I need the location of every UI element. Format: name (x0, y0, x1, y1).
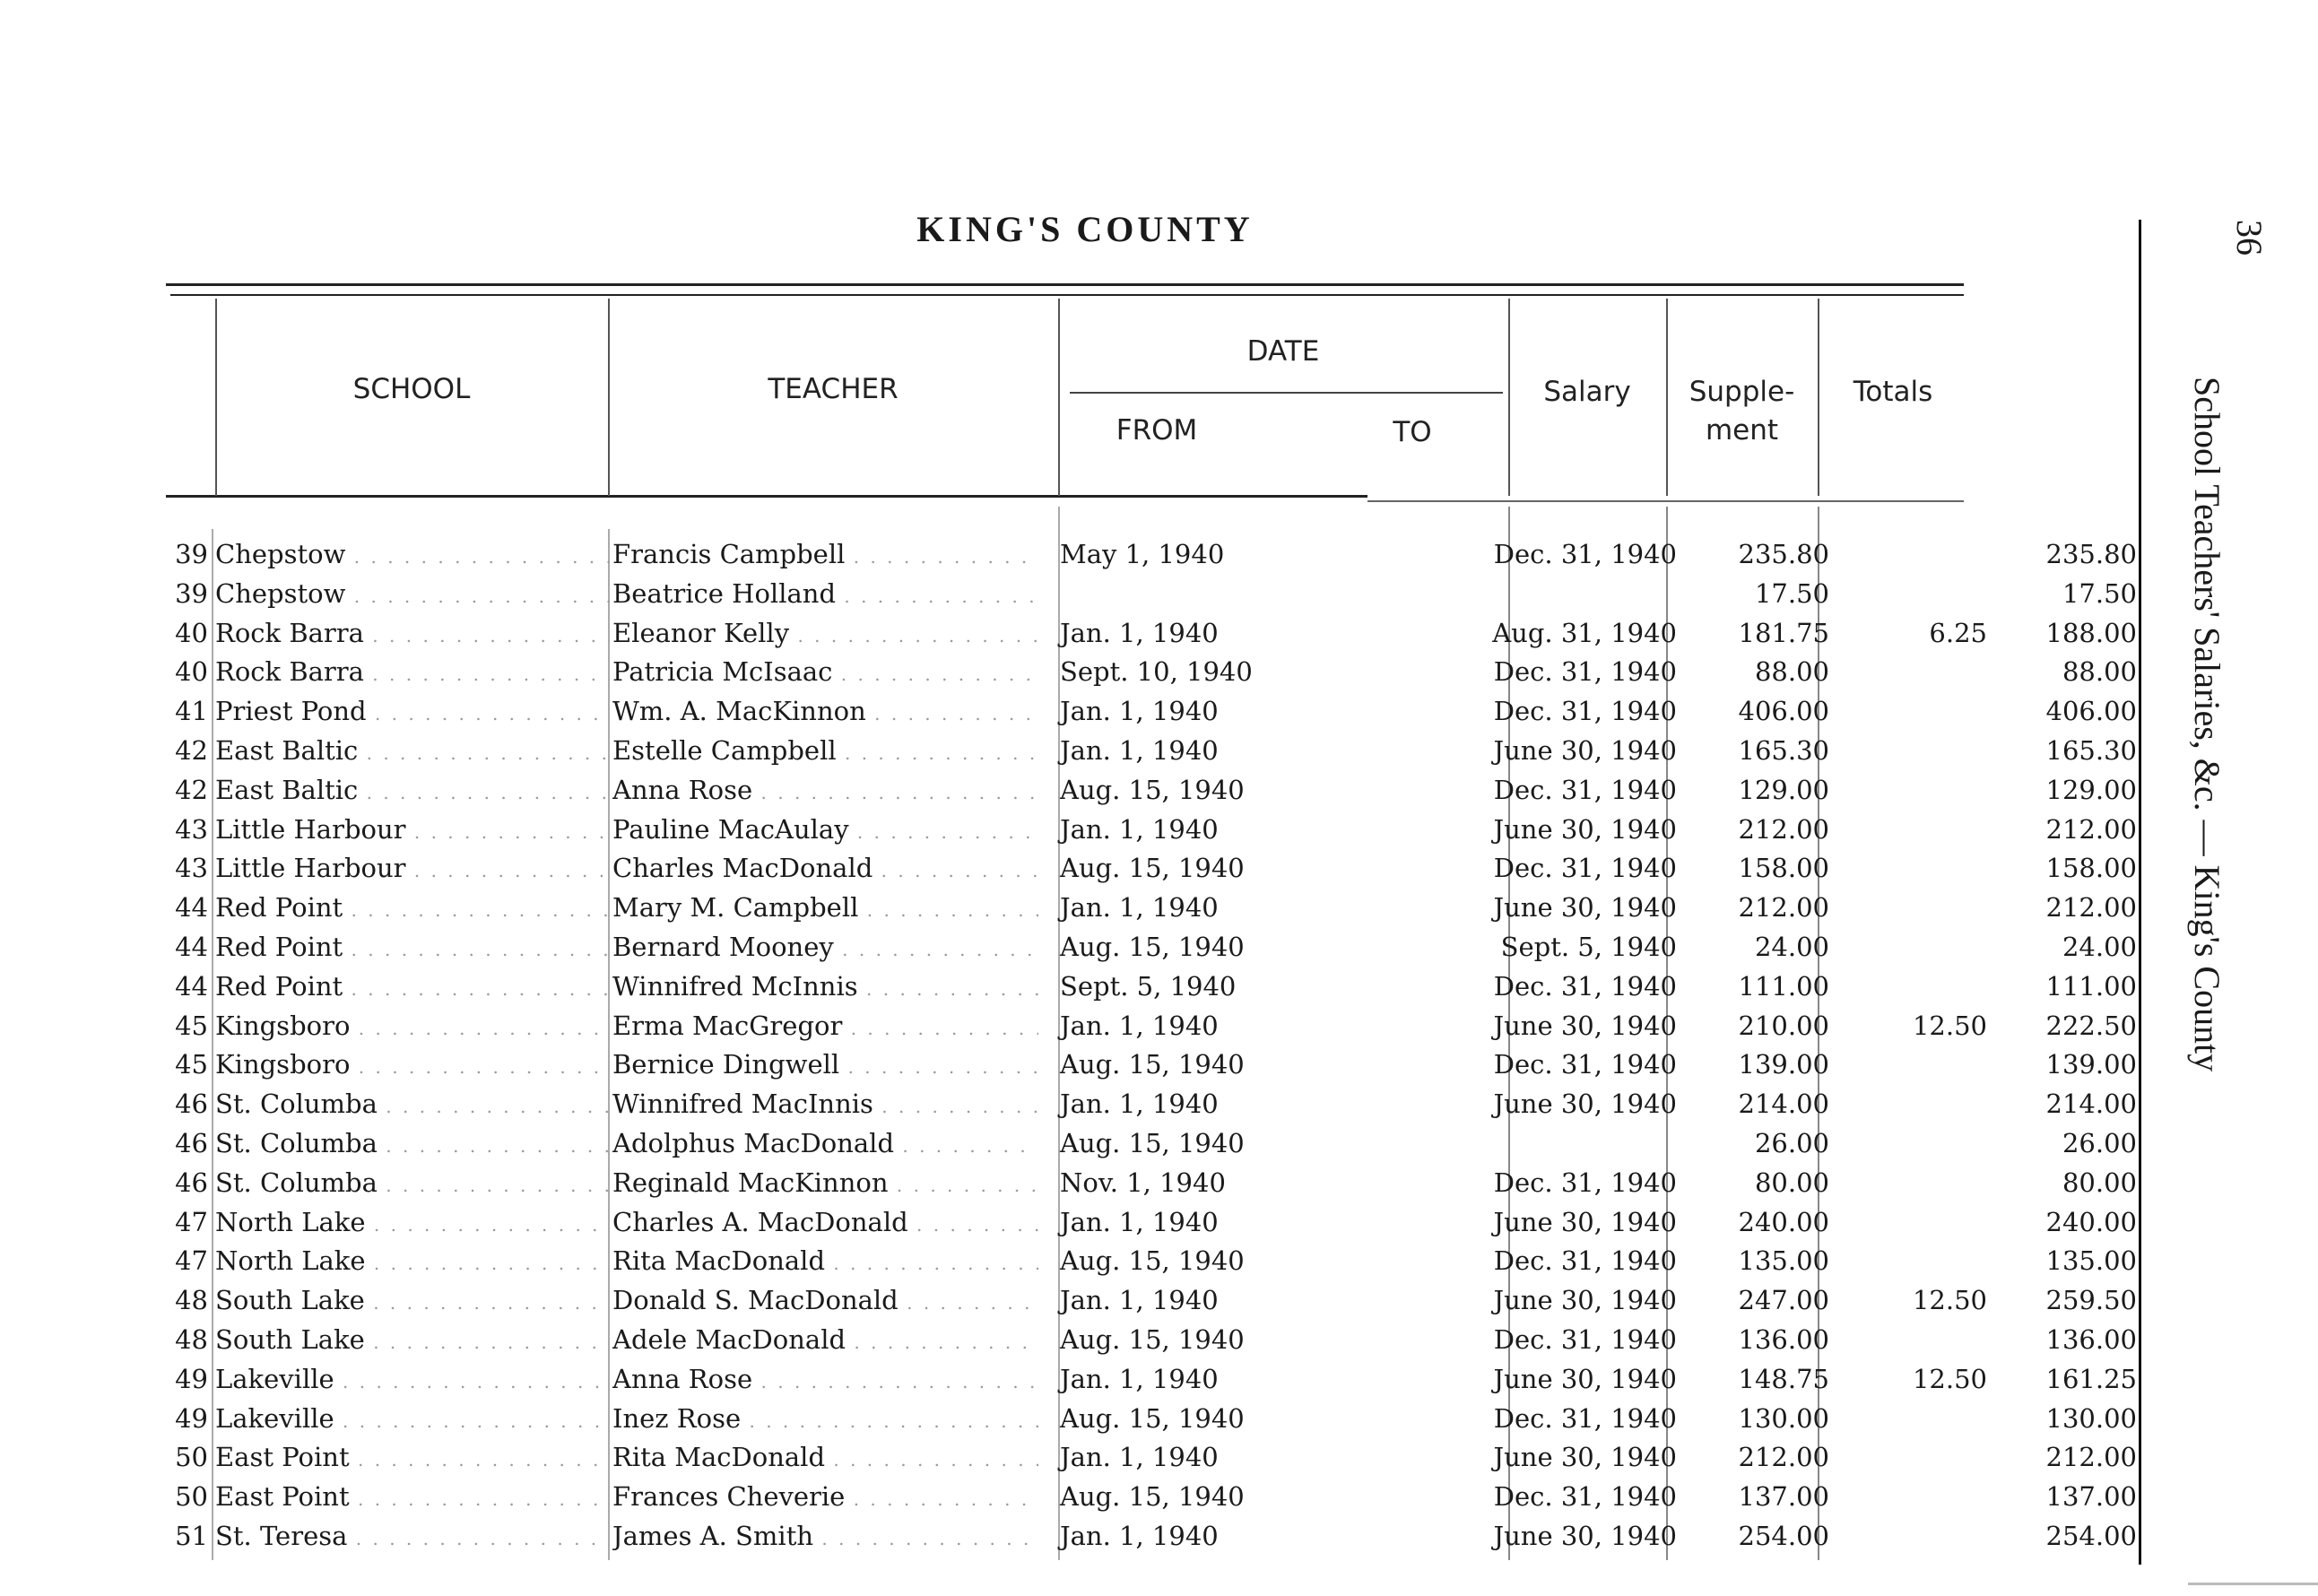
salary-value: 137.00 (1738, 1481, 1829, 1513)
salary-value: 240.00 (1738, 1206, 1829, 1237)
table-row (170, 927, 2137, 967)
table-row (170, 652, 2137, 691)
page-number: 36 (2229, 220, 2270, 256)
date-to: June 30, 1940 (1493, 1206, 1677, 1237)
row-number: 46 (175, 1127, 208, 1158)
row-number: 47 (175, 1206, 208, 1237)
date-to: Dec. 31, 1940 (1493, 1167, 1677, 1198)
date-from: Aug. 15, 1940 (1060, 853, 1245, 884)
salary-value: 88.00 (1754, 656, 1829, 688)
table-row (170, 1006, 2137, 1045)
total-value: 212.00 (2045, 813, 2137, 845)
table-row (170, 691, 2137, 731)
salary-value: 148.75 (1738, 1363, 1829, 1394)
table-body (170, 534, 2137, 1556)
teacher-name: Rita MacDonald . . . (612, 1437, 1038, 1479)
row-number: 40 (175, 656, 208, 688)
header-from: FROM (1116, 414, 1198, 447)
salary-value: 80.00 (1754, 1167, 1829, 1198)
date-from: Jan. 1, 1940 (1060, 617, 1219, 648)
date-to: June 30, 1940 (1493, 1363, 1677, 1394)
row-number: 49 (175, 1402, 208, 1434)
row-number: 46 (175, 1089, 208, 1120)
total-value: 135.00 (2045, 1245, 2137, 1277)
table-row (170, 1045, 2137, 1084)
total-value: 259.50 (2045, 1285, 2137, 1316)
date-from: Jan. 1, 1940 (1060, 813, 1219, 845)
date-to: Dec. 31, 1940 (1493, 970, 1677, 1002)
school-name: Little Harbour . . . (215, 810, 610, 852)
date-from: Jan. 1, 1940 (1060, 1285, 1219, 1316)
table-row (170, 534, 2137, 574)
date-from: Aug. 15, 1940 (1060, 1245, 1245, 1277)
salary-value: 235.80 (1738, 539, 1829, 569)
table-row (170, 1241, 2137, 1280)
teacher-name: Adele MacDonald . . . (612, 1320, 1038, 1362)
salary-value: 135.00 (1738, 1245, 1829, 1277)
date-to: Dec. 31, 1940 (1493, 696, 1677, 727)
school-name: St. Columba . . . (215, 1123, 610, 1166)
date-from: May 1, 1940 (1060, 539, 1225, 569)
teacher-name: Anna Rose . . . (612, 770, 1038, 812)
school-name: Lakeville . . . (215, 1399, 610, 1441)
total-value: 212.00 (2045, 892, 2137, 924)
date-to: Dec. 31, 1940 (1493, 1245, 1677, 1277)
supplement-value: 12.50 (1912, 1363, 1987, 1394)
salary-value: 254.00 (1738, 1520, 1829, 1551)
salary-value: 247.00 (1738, 1285, 1829, 1316)
table-row (170, 888, 2137, 927)
date-from: Sept. 5, 1940 (1060, 970, 1237, 1002)
teacher-name: Pauline MacAulay . . . (612, 810, 1038, 852)
row-number: 50 (175, 1481, 208, 1513)
school-name: Rock Barra . . . (215, 652, 610, 694)
total-value: 136.00 (2045, 1323, 2137, 1355)
date-to: Sept. 5, 1940 (1500, 931, 1677, 962)
supplement-value: 6.25 (1929, 617, 1987, 648)
salary-value: 129.00 (1738, 774, 1829, 805)
school-name: St. Columba . . . (215, 1163, 610, 1205)
table-row (170, 848, 2137, 888)
school-name: Kingsboro . . . (215, 1045, 610, 1087)
date-from: Jan. 1, 1940 (1060, 1206, 1219, 1237)
school-name: South Lake . . . (215, 1280, 610, 1323)
total-value: 129.00 (2045, 774, 2137, 805)
teacher-name: Bernice Dingwell . . . (612, 1045, 1038, 1087)
date-from: Jan. 1, 1940 (1060, 1520, 1219, 1551)
date-from: Aug. 15, 1940 (1060, 1049, 1245, 1080)
salary-value: 26.00 (1754, 1127, 1829, 1158)
row-number: 42 (175, 734, 208, 766)
date-to: Dec. 31, 1940 (1493, 774, 1677, 805)
date-from: Nov. 1, 1940 (1060, 1167, 1226, 1198)
total-value: 214.00 (2045, 1089, 2137, 1120)
date-from: Aug. 15, 1940 (1060, 774, 1245, 805)
total-value: 17.50 (2062, 577, 2137, 609)
date-from: Aug. 15, 1940 (1060, 931, 1245, 962)
teacher-name: Bernard Mooney . . . (612, 927, 1038, 969)
teacher-name: Reginald MacKinnon . . . (612, 1163, 1038, 1205)
salary-value: 210.00 (1738, 1010, 1829, 1041)
date-from: Jan. 1, 1940 (1060, 734, 1219, 766)
school-name: Little Harbour . . . (215, 848, 610, 890)
teacher-name: Rita MacDonald . . . (612, 1241, 1038, 1283)
teacher-name: Inez Rose . . . (612, 1399, 1038, 1441)
school-name: Chepstow . . . (215, 534, 610, 577)
salary-value: 181.75 (1738, 617, 1829, 648)
page-title: KING'S COUNTY (916, 209, 1254, 249)
row-number: 40 (175, 617, 208, 648)
teacher-name: Charles MacDonald . . . (612, 848, 1038, 890)
total-value: 130.00 (2045, 1402, 2137, 1434)
salary-value: 17.50 (1754, 577, 1829, 609)
date-to: Aug. 31, 1940 (1492, 617, 1677, 648)
date-to: Dec. 31, 1940 (1493, 1402, 1677, 1434)
row-number: 49 (175, 1363, 208, 1394)
row-number: 39 (175, 577, 208, 609)
teacher-name: Beatrice Holland . . . (612, 574, 1038, 616)
school-name: East Baltic . . . (215, 770, 610, 812)
row-number: 47 (175, 1245, 208, 1277)
salary-value: 212.00 (1738, 813, 1829, 845)
date-from: Aug. 15, 1940 (1060, 1323, 1245, 1355)
teacher-name: Erma MacGregor . . . (612, 1006, 1038, 1048)
school-name: East Point . . . (215, 1437, 610, 1479)
teacher-name: Anna Rose . . . (612, 1359, 1038, 1401)
table-row (170, 1477, 2137, 1516)
table-row (170, 967, 2137, 1006)
school-name: Red Point . . . (215, 967, 610, 1009)
teacher-name: Francis Campbell . . . (612, 534, 1038, 577)
header-supplement-line2: ment (1705, 414, 1779, 447)
salary-value: 212.00 (1738, 1442, 1829, 1473)
school-name: South Lake . . . (215, 1320, 610, 1362)
table-row (170, 1359, 2137, 1399)
total-value: 161.25 (2045, 1363, 2137, 1394)
salary-value: 158.00 (1738, 853, 1829, 884)
row-number: 41 (175, 696, 208, 727)
total-value: 406.00 (2045, 696, 2137, 727)
date-to: Dec. 31, 1940 (1493, 1049, 1677, 1080)
scan-edge (2188, 1583, 2318, 1585)
total-value: 165.30 (2045, 734, 2137, 766)
school-name: Red Point . . . (215, 888, 610, 930)
row-number: 39 (175, 539, 208, 569)
total-value: 137.00 (2045, 1481, 2137, 1513)
teacher-name: Patricia McIsaac . . . (612, 652, 1038, 694)
header-date: DATE (1246, 335, 1320, 368)
date-divider-rule (1070, 392, 1503, 394)
school-name: Chepstow . . . (215, 574, 610, 616)
date-to: June 30, 1940 (1493, 813, 1677, 845)
header-bottom-rule-right (1367, 500, 1964, 502)
date-from: Jan. 1, 1940 (1060, 1442, 1219, 1473)
row-number: 43 (175, 813, 208, 845)
total-value: 139.00 (2045, 1049, 2137, 1080)
total-value: 24.00 (2062, 931, 2137, 962)
school-name: Red Point . . . (215, 927, 610, 969)
header-bottom-rule (166, 495, 1367, 498)
teacher-name: Eleanor Kelly . . . (612, 613, 1038, 655)
date-to: June 30, 1940 (1493, 892, 1677, 924)
table-row (170, 810, 2137, 849)
date-to: Dec. 31, 1940 (1493, 656, 1677, 688)
salary-value: 212.00 (1738, 892, 1829, 924)
date-to: June 30, 1940 (1493, 1520, 1677, 1551)
date-to: June 30, 1940 (1493, 1285, 1677, 1316)
table-row (170, 613, 2137, 653)
teacher-name: Charles A. MacDonald . . . (612, 1202, 1038, 1245)
row-number: 43 (175, 853, 208, 884)
header-totals: Totals (1853, 376, 1933, 408)
date-to: Dec. 31, 1940 (1493, 1481, 1677, 1513)
salary-value: 24.00 (1754, 931, 1829, 962)
date-to: Dec. 31, 1940 (1493, 853, 1677, 884)
row-number: 46 (175, 1167, 208, 1198)
table-row (170, 1084, 2137, 1123)
date-from: Jan. 1, 1940 (1060, 1010, 1219, 1041)
table-row (170, 574, 2137, 613)
school-name: St. Columba . . . (215, 1084, 610, 1126)
date-from: Jan. 1, 1940 (1060, 1089, 1219, 1120)
total-value: 158.00 (2045, 853, 2137, 884)
salary-value: 214.00 (1738, 1089, 1829, 1120)
row-number: 44 (175, 970, 208, 1002)
teacher-name: Estelle Campbell . . . (612, 731, 1038, 773)
date-to: June 30, 1940 (1493, 734, 1677, 766)
school-name: Lakeville . . . (215, 1359, 610, 1401)
date-from: Jan. 1, 1940 (1060, 1363, 1219, 1394)
table-row (170, 1320, 2137, 1359)
date-from: Jan. 1, 1940 (1060, 696, 1219, 727)
margin-rule (2139, 220, 2141, 1565)
date-to: Dec. 31, 1940 (1493, 1323, 1677, 1355)
school-name: St. Teresa . . . (215, 1516, 610, 1558)
date-to: June 30, 1940 (1493, 1010, 1677, 1041)
salary-value: 406.00 (1738, 696, 1829, 727)
school-name: Kingsboro . . . (215, 1006, 610, 1048)
row-number: 51 (175, 1520, 208, 1551)
total-value: 80.00 (2062, 1167, 2137, 1198)
header-salary: Salary (1543, 376, 1631, 408)
school-name: East Baltic . . . (215, 731, 610, 773)
table-row (170, 1399, 2137, 1438)
total-value: 212.00 (2045, 1442, 2137, 1473)
row-number: 45 (175, 1049, 208, 1080)
salary-value: 136.00 (1738, 1323, 1829, 1355)
supplement-value: 12.50 (1912, 1285, 1987, 1316)
header-teacher: TEACHER (768, 373, 899, 405)
table-top-rule (166, 283, 1964, 286)
row-number: 50 (175, 1442, 208, 1473)
row-number: 48 (175, 1285, 208, 1316)
date-to: June 30, 1940 (1493, 1442, 1677, 1473)
teacher-name: Winnifred McInnis . . . (612, 967, 1038, 1009)
school-name: Rock Barra . . . (215, 613, 610, 655)
teacher-name: Adolphus MacDonald . . . (612, 1123, 1038, 1166)
col-divider-date (1058, 299, 1060, 496)
total-value: 235.80 (2045, 539, 2137, 569)
school-name: East Point . . . (215, 1477, 610, 1519)
date-to: June 30, 1940 (1493, 1089, 1677, 1120)
header-school: SCHOOL (352, 373, 471, 405)
total-value: 111.00 (2045, 970, 2137, 1002)
total-value: 222.50 (2045, 1010, 2137, 1041)
row-number: 42 (175, 774, 208, 805)
table-row (170, 1437, 2137, 1477)
teacher-name: Donald S. MacDonald . . . (612, 1280, 1038, 1323)
teacher-name: Mary M. Campbell . . . (612, 888, 1038, 930)
header-supplement-line1: Supple- (1689, 376, 1795, 408)
salary-value: 139.00 (1738, 1049, 1829, 1080)
salary-value: 130.00 (1738, 1402, 1829, 1434)
total-value: 88.00 (2062, 656, 2137, 688)
header-to: TO (1393, 416, 1432, 448)
running-header (2186, 220, 2270, 1071)
table-row (170, 1163, 2137, 1202)
row-number: 45 (175, 1010, 208, 1041)
school-name: North Lake . . . (215, 1241, 610, 1283)
teacher-name: James A. Smith . . . (612, 1516, 1038, 1558)
teacher-name: Winnifred MacInnis . . . (612, 1084, 1038, 1126)
teacher-name: Wm. A. MacKinnon . . . (612, 691, 1038, 733)
date-from: Aug. 15, 1940 (1060, 1127, 1245, 1158)
table-row (170, 731, 2137, 770)
running-title: School Teachers' Salaries, &c. — King's County (2187, 377, 2227, 1072)
table-row (170, 1202, 2137, 1242)
table-row (170, 1280, 2137, 1320)
school-name: Priest Pond . . . (215, 691, 610, 733)
total-value: 188.00 (2045, 617, 2137, 648)
table-top-rule-2 (170, 294, 1964, 296)
salary-value: 111.00 (1738, 970, 1829, 1002)
teacher-name: Frances Cheverie . . . (612, 1477, 1038, 1519)
date-from: Sept. 10, 1940 (1060, 656, 1253, 688)
row-number: 44 (175, 931, 208, 962)
date-from: Aug. 15, 1940 (1060, 1481, 1245, 1513)
total-value: 26.00 (2062, 1127, 2137, 1158)
total-value: 254.00 (2045, 1520, 2137, 1551)
date-from: Aug. 15, 1940 (1060, 1402, 1245, 1434)
table-row (170, 1516, 2137, 1556)
school-name: North Lake . . . (215, 1202, 610, 1245)
salary-value: 165.30 (1738, 734, 1829, 766)
table-row (170, 770, 2137, 810)
table-row (170, 1123, 2137, 1163)
date-to: Dec. 31, 1940 (1493, 539, 1677, 569)
row-number: 48 (175, 1323, 208, 1355)
total-value: 240.00 (2045, 1206, 2137, 1237)
date-from: Jan. 1, 1940 (1060, 892, 1219, 924)
row-number: 44 (175, 892, 208, 924)
supplement-value: 12.50 (1912, 1010, 1987, 1041)
